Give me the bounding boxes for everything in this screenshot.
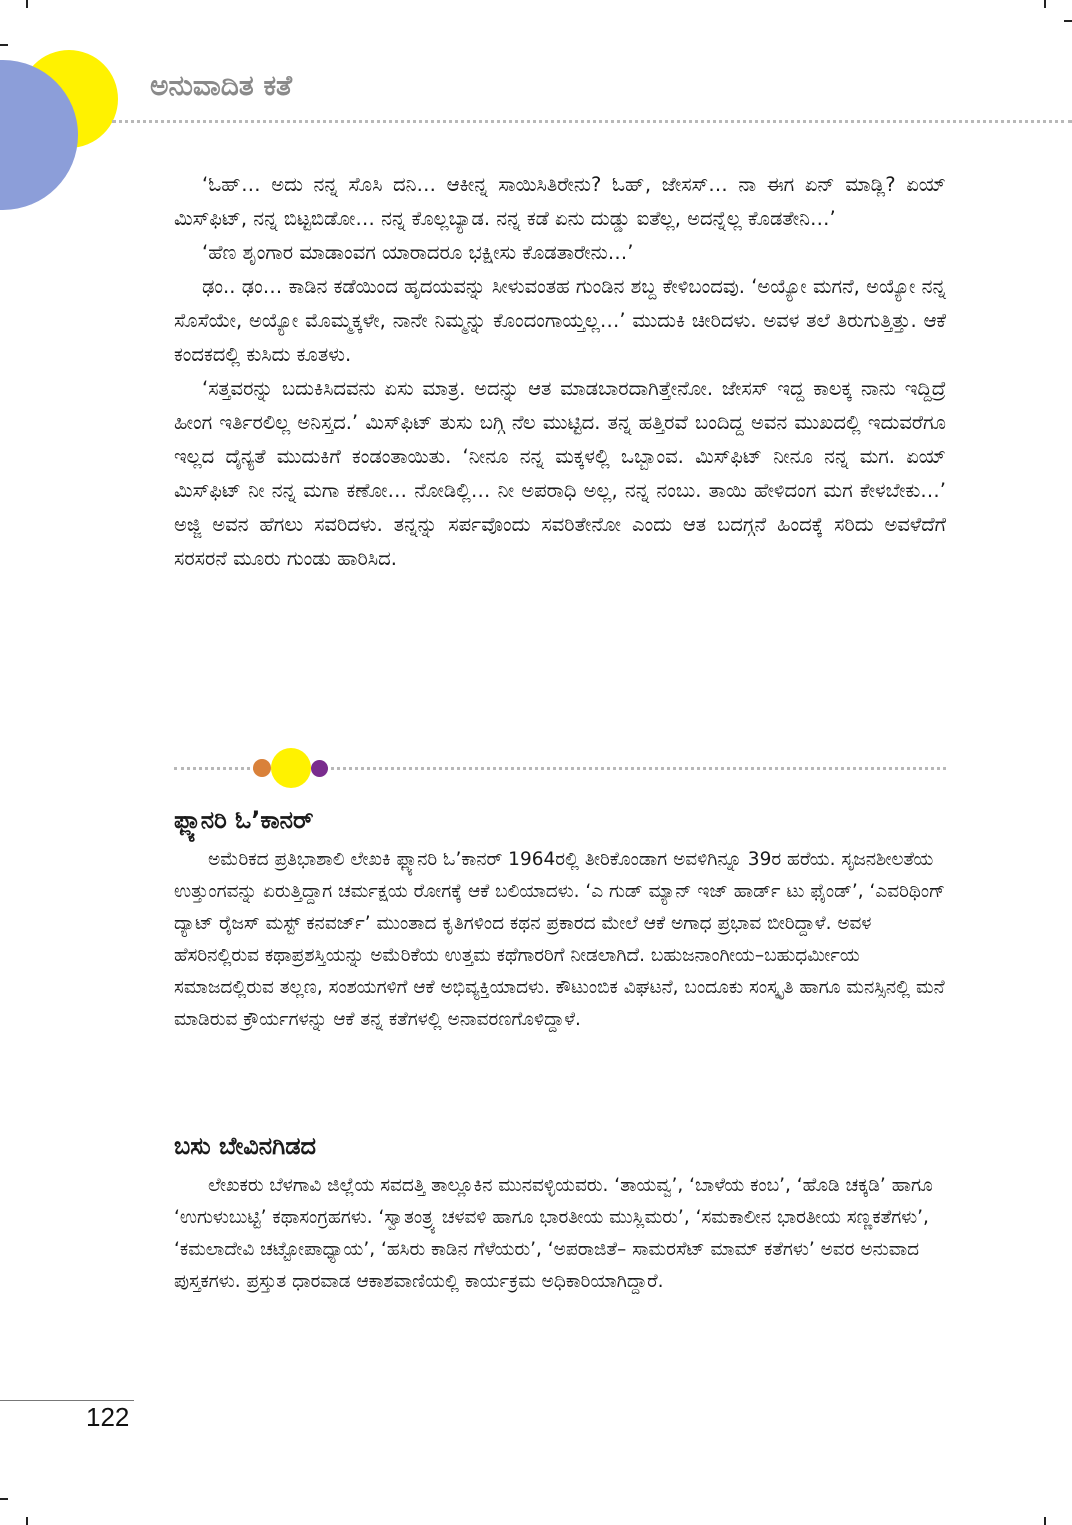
divider-purple-dot bbox=[311, 760, 328, 777]
page-number: 122 bbox=[86, 1402, 130, 1432]
author-bio-heading: ಫ್ಲ್ಯಾನರಿ ಓ’ಕಾನರ್ bbox=[174, 806, 314, 834]
story-paragraph: ‘ಹೆಣ ಶೃಂಗಾರ ಮಾಡಾಂವಗ ಯಾರಾದರೂ ಭಕ್ಷೀಸು ಕೊಡತಾರೇನು…’ bbox=[202, 241, 634, 264]
divider-yellow-dot bbox=[271, 748, 311, 788]
crop-mark bbox=[0, 1498, 8, 1500]
story-paragraph: ‘ಸತ್ತವರನ್ನು ಬದುಕಿಸಿದವನು ಏಸು ಮಾತ್ರ. ಅದನ್ನು ಆತ ಮಾಡಬಾರದಾಗಿತ್ತೇನೋ. ಜೇಸಸ್ ಇದ್ದ ಕಾಲಕ್ಕ ನಾನು ಇದ್ದಿದ್ರೆ ಹೀಂಗ ಇರ್ತಿರಲಿಲ್ಲ ಅನಿಸ್ತದ.’ ಮಿಸ್‌ಫಿಟ್ ತುಸು ಬಗ್ಗಿ ನೆಲ ಮುಟ್ಟಿದ. ತನ್ನ ಹತ್ತಿರವೆ ಬಂದಿದ್ದ ಅವನ ಮುಖದಲ್ಲಿ ಇದುವರೆಗೂ ಇಲ್ಲದ ದೈನ್ಯತೆ ಮುದುಕಿಗೆ ಕಂಡಂತಾಯಿತು. ‘ನೀನೂ ನನ್ನ ಮಕ್ಕಳಲ್ಲಿ ಒಬ್ಬಾಂವ. ಮಿಸ್‌ಫಿಟ್ ನೀನೂ ನನ್ನ ಮಗ. ಏಯ್ ಮಿಸ್‌ಫಿಟ್ ನೀ ನನ್ನ ಮಗಾ ಕಣೋ… ನೋಡಿಲ್ಲಿ… ನೀ ಅಪರಾಧಿ ಅಲ್ಲ, ನನ್ನ ನಂಬು. ತಾಯಿ ಹೇಳಿದಂಗ ಮಗ ಕೇಳಬೇಕು…’ ಅಜ್ಜಿ ಅವನ ಹೆಗಲು ಸವರಿದಳು. ತನ್ನನ್ನು ಸರ್ಪವೊಂದು ಸವರಿತೇನೋ ಎಂದು ಆತ ಬದಗ್ಗನೆ ಹಿಂದಕ್ಕೆ ಸರಿದು ಅವಳೆದೆಗೆ ಸರಸರನೆ ಮೂರು ಗುಂಡು ಹಾರಿಸಿದ. bbox=[174, 377, 946, 570]
crop-mark bbox=[26, 1517, 28, 1525]
crop-mark bbox=[1044, 1517, 1046, 1525]
crop-mark bbox=[0, 44, 8, 46]
story-text bbox=[174, 168, 946, 576]
translator-bio-text: ಲೇಖಕರು ಬೆಳಗಾವಿ ಜಿಲ್ಲೆಯ ಸವದತ್ತಿ ತಾಲ್ಲೂಕಿನ ಮುನವಳ್ಳಿಯವರು. ‘ತಾಯವ್ವ’, ‘ಬಾಳೆಯ ಕಂಬ’, ‘ಹೊಡಿ ಚಕ್ಕಡಿ’ ಹಾಗೂ ‘ಉಗುಳುಬುಟ್ಟಿ’ ಕಥಾಸಂಗ್ರಹಗಳು. ‘ಸ್ವಾತಂತ್ರ್ಯ ಚಳವಳಿ ಹಾಗೂ ಭಾರತೀಯ ಮುಸ್ಲಿಮರು’, ‘ಸಮಕಾಲೀನ ಭಾರತೀಯ ಸಣ್ಣಕತೆಗಳು’, ‘ಕಮಲಾದೇವಿ ಚಟ್ಟೋಪಾಧ್ಯಾಯ’, ‘ಹಸಿರು ಕಾಡಿನ ಗೆಳೆಯರು’, ‘ಅಪರಾಜಿತೆ– ಸಾಮರಸೆಟ್ ಮಾಮ್ ಕತೆಗಳು’ ಅವರ ಅನುವಾದ ಪುಸ್ತಕಗಳು. ಪ್ರಸ್ತುತ ಧಾರವಾಡ ಆಕಾಶವಾಣಿಯಲ್ಲಿ ಕಾರ್ಯಕ್ರಮ ಅಧಿಕಾರಿಯಾಗಿದ್ದಾರೆ. bbox=[174, 1175, 933, 1292]
section-title: ಅನುವಾದಿತ ಕತೆ bbox=[150, 69, 293, 102]
divider-orange-dot bbox=[253, 759, 271, 777]
crop-mark bbox=[1044, 0, 1046, 8]
header-dotted-rule bbox=[112, 120, 1072, 123]
story-paragraph: ‘ಓಹ್… ಅದು ನನ್ನ ಸೊಸಿ ದನಿ… ಆಕೀನ್ನ ಸಾಯಿಸಿತಿರೇನು? ಓಹ್, ಜೇಸಸ್… ನಾ ಈಗ ಏನ್ ಮಾಡ್ಲಿ? ಏಯ್ ಮಿಸ್‌ಫಿಟ್, ನನ್ನ ಬಿಟ್ಟಬಿಡೋ… ನನ್ನ ಕೊಲ್ಲಬ್ಯಾಡ. ನನ್ನ ಕಡೆ ಏನು ದುಡ್ಡು ಐತೆಲ್ಲ, ಅದನ್ನೆಲ್ಲ ಕೊಡತೇನಿ…’ bbox=[174, 173, 946, 230]
story-paragraph: ಢಂ.. ಢಂ… ಕಾಡಿನ ಕಡೆಯಿಂದ ಹೃದಯವನ್ನು ಸೀಳುವಂತಹ ಗುಂಡಿನ ಶಬ್ದ ಕೇಳಿಬಂದವು. ‘ಅಯ್ಯೋ ಮಗನೆ, ಅಯ್ಯೋ ನನ್ನ ಸೊಸೆಯೇ, ಅಯ್ಯೋ ಮೊಮ್ಮಕ್ಕಳೇ, ನಾನೇ ನಿಮ್ಮನ್ನು ಕೊಂದಂಗಾಯ್ತಲ್ಲ…’ ಮುದುಕಿ ಚೀರಿದಳು. ಅವಳ ತಲೆ ತಿರುಗುತ್ತಿತ್ತು. ಆಕೆ ಕಂದಕದಲ್ಲಿ ಕುಸಿದು ಕೂತಳು. bbox=[174, 275, 946, 366]
translator-bio-heading: ಬಸು ಬೇವಿನಗಿಡದ bbox=[174, 1132, 316, 1160]
crop-mark bbox=[26, 0, 28, 8]
author-bio-text: ಅಮೆರಿಕದ ಪ್ರತಿಭಾಶಾಲಿ ಲೇಖಕಿ ಫ್ಲ್ಯಾನರಿ ಓ’ಕಾನರ್ 1964ರಲ್ಲಿ ತೀರಿಕೊಂಡಾಗ ಅವಳಿಗಿನ್ನೂ 39ರ ಹರೆಯ. ಸೃಜನಶೀಲತೆಯ ಉತ್ತುಂಗವನ್ನು ಏರುತ್ತಿದ್ದಾಗ ಚರ್ಮಕ್ಷಯ ರೋಗಕ್ಕೆ ಆಕೆ ಬಲಿಯಾದಳು. ‘ಎ ಗುಡ್ ಮ್ಯಾನ್ ಇಜ್ ಹಾರ್ಡ್ ಟು ಫೈಂಡ್’, ‘ಎವರಿಥಿಂಗ್ ದ್ಯಾಟ್ ರೈಜಸ್ ಮಸ್ಟ್ ಕನವರ್ಜ್’ ಮುಂತಾದ ಕೃತಿಗಳಿಂದ ಕಥನ ಪ್ರಕಾರದ ಮೇಲೆ ಆಕೆ ಅಗಾಧ ಪ್ರಭಾವ ಬೀರಿದ್ದಾಳೆ. ಅವಳ ಹೆಸರಿನಲ್ಲಿರುವ ಕಥಾಪ್ರಶಸ್ತಿಯನ್ನು ಅಮೆರಿಕೆಯ ಉತ್ತಮ ಕಥೆಗಾರರಿಗೆ ನೀಡಲಾಗಿದೆ. ಬಹುಜನಾಂಗೀಯ–ಬಹುಧರ್ಮೀಯ ಸಮಾಜದಲ್ಲಿರುವ ತಲ್ಲಣ, ಸಂಶಯಗಳಿಗೆ ಆಕೆ ಅಭಿವ್ಯಕ್ತಿಯಾದಳು. ಕೌಟುಂಬಿಕ ವಿಘಟನೆ, ಬಂದೂಕು ಸಂಸ್ಕೃತಿ ಹಾಗೂ ಮನಸ್ಸಿನಲ್ಲಿ ಮನೆ ಮಾಡಿರುವ ಕ್ರೌರ್ಯಗಳನ್ನು ಆಕೆ ತನ್ನ ಕತೆಗಳಲ್ಲಿ ಅನಾವರಣಗೊಳಿದ್ದಾಳೆ. bbox=[174, 849, 946, 1030]
crop-mark bbox=[1064, 20, 1072, 22]
